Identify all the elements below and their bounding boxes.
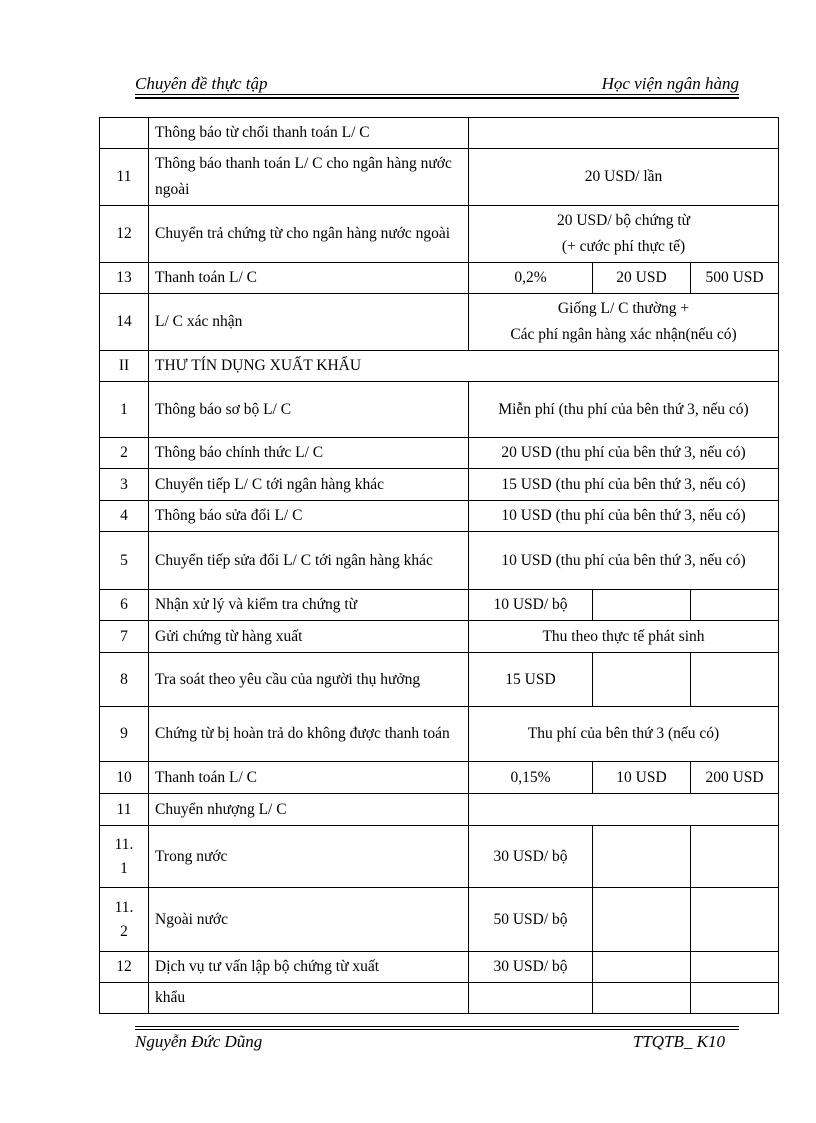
footer-class: TTQTB_ K10	[632, 1032, 725, 1051]
table-row	[100, 532, 779, 590]
row-description: Thông báo sơ bộ L/ C	[149, 382, 469, 438]
row-fee-rate: 0,2%	[469, 263, 593, 294]
row-fee-max	[691, 826, 779, 888]
header-rule-thick	[135, 97, 739, 99]
row-fee-rate: 50 USD/ bộ	[469, 888, 593, 952]
table-row	[100, 621, 779, 653]
row-number: 12	[100, 206, 149, 263]
row-description: Chuyển tiếp sửa đổi L/ C tới ngân hàng khác	[149, 532, 469, 590]
row-description: Chứng từ bị hoàn trả do không được thanh toán	[149, 707, 469, 762]
row-fee-max: 200 USD	[691, 762, 779, 794]
row-description: Dịch vụ tư vấn lập bộ chứng từ xuất	[149, 952, 469, 983]
row-fee-rate: 0,15%	[469, 762, 593, 794]
row-fee-max	[691, 888, 779, 952]
footer-rule-thin	[135, 1029, 739, 1030]
table-row	[100, 983, 779, 1014]
row-number	[100, 118, 149, 149]
row-fee-rate: 10 USD/ bộ	[469, 590, 593, 621]
row-number: 2	[100, 438, 149, 469]
table-row	[100, 707, 779, 762]
row-fee-rate: 15 USD	[469, 653, 593, 707]
page-header	[135, 70, 739, 96]
row-number: 6	[100, 590, 149, 621]
row-fee-max: 500 USD	[691, 263, 779, 294]
table-row	[100, 952, 779, 983]
table-row	[100, 149, 779, 206]
table-row	[100, 762, 779, 794]
row-number: 10	[100, 762, 149, 794]
row-description: Thông báo sửa đổi L/ C	[149, 501, 469, 532]
row-fee	[469, 294, 779, 351]
row-number: 14	[100, 294, 149, 351]
row-fee-min	[593, 590, 691, 621]
table-row	[100, 826, 779, 888]
section-title: THƯ TÍN DỤNG XUẤT KHẨU	[149, 351, 779, 382]
row-fee	[469, 118, 779, 149]
row-description: Thanh toán L/ C	[149, 762, 469, 794]
header-right: Học viện ngân hàng	[601, 74, 739, 93]
row-number: 1	[100, 382, 149, 438]
row-fee-max	[691, 952, 779, 983]
row-number: 9	[100, 707, 149, 762]
fee-table	[99, 117, 779, 1014]
row-fee: 20 USD (thu phí của bên thứ 3, nếu có)	[469, 438, 779, 469]
row-number: 11. 1	[100, 826, 149, 888]
table-row	[100, 794, 779, 826]
row-number: 5	[100, 532, 149, 590]
row-description: Tra soát theo yêu cầu của người thụ hưởng	[149, 653, 469, 707]
row-fee: Thu theo thực tế phát sinh	[469, 621, 779, 653]
fee-line-2: Các phí ngân hàng xác nhận(nếu có)	[510, 326, 737, 343]
row-number: 3	[100, 469, 149, 501]
row-fee-min	[593, 888, 691, 952]
row-description: Trong nước	[149, 826, 469, 888]
row-number: 4	[100, 501, 149, 532]
row-number: 7	[100, 621, 149, 653]
row-description: Gửi chứng từ hàng xuất	[149, 621, 469, 653]
table-row	[100, 438, 779, 469]
row-description: Thanh toán L/ C	[149, 263, 469, 294]
row-number	[100, 983, 149, 1014]
table-row	[100, 888, 779, 952]
table-row	[100, 501, 779, 532]
row-description: Chuyển trả chứng từ cho ngân hàng nước ngoài	[149, 206, 469, 263]
row-description: Nhận xử lý và kiểm tra chứng từ	[149, 590, 469, 621]
page-footer	[135, 1026, 739, 1056]
header-left: Chuyên đề thực tập	[135, 74, 268, 93]
section-number: II	[100, 351, 149, 382]
row-description: Thông báo từ chối thanh toán L/ C	[149, 118, 469, 149]
row-fee: 15 USD (thu phí của bên thứ 3, nếu có)	[469, 469, 779, 501]
table-row	[100, 469, 779, 501]
table-row	[100, 294, 779, 351]
table-row	[100, 118, 779, 149]
row-fee-rate: 30 USD/ bộ	[469, 826, 593, 888]
row-number: 11	[100, 149, 149, 206]
row-fee-min	[593, 826, 691, 888]
row-fee: Miễn phí (thu phí của bên thứ 3, nếu có)	[469, 382, 779, 438]
fee-line-1: 20 USD/ bộ chứng từ	[556, 212, 691, 229]
row-fee: 10 USD (thu phí của bên thứ 3, nếu có)	[469, 532, 779, 590]
table-row	[100, 206, 779, 263]
section-row	[100, 351, 779, 382]
row-description: khẩu	[149, 983, 469, 1014]
row-fee-max	[691, 590, 779, 621]
row-description: Ngoài nước	[149, 888, 469, 952]
row-fee-max	[691, 653, 779, 707]
footer-author: Nguyễn Đức Dũng	[135, 1032, 263, 1051]
table-row	[100, 653, 779, 707]
row-fee	[469, 794, 779, 826]
row-fee-min: 10 USD	[593, 762, 691, 794]
row-description: Chuyển nhượng L/ C	[149, 794, 469, 826]
row-fee-min: 20 USD	[593, 263, 691, 294]
row-fee-rate	[469, 983, 593, 1014]
fee-line-2: (+ cước phí thực tế)	[561, 238, 686, 255]
row-description: Thông báo thanh toán L/ C cho ngân hàng nước ngoài	[149, 149, 469, 206]
row-fee	[469, 206, 779, 263]
row-fee-rate: 30 USD/ bộ	[469, 952, 593, 983]
row-number: 12	[100, 952, 149, 983]
row-description: Chuyển tiếp L/ C tới ngân hàng khác	[149, 469, 469, 501]
table-row	[100, 382, 779, 438]
table-row	[100, 263, 779, 294]
row-number: 13	[100, 263, 149, 294]
fee-line-1: Giống L/ C thường +	[557, 300, 690, 317]
header-rule	[135, 94, 739, 95]
row-description: L/ C xác nhận	[149, 294, 469, 351]
row-number: 8	[100, 653, 149, 707]
row-number: 11. 2	[100, 888, 149, 952]
row-fee: Thu phí của bên thứ 3 (nếu có)	[469, 707, 779, 762]
row-fee-max	[691, 983, 779, 1014]
row-description: Thông báo chính thức L/ C	[149, 438, 469, 469]
row-fee-min	[593, 952, 691, 983]
table-row	[100, 590, 779, 621]
footer-rule	[135, 1026, 739, 1027]
row-number: 11	[100, 794, 149, 826]
row-fee: 10 USD (thu phí của bên thứ 3, nếu có)	[469, 501, 779, 532]
row-fee-min	[593, 983, 691, 1014]
row-fee: 20 USD/ lần	[469, 149, 779, 206]
row-fee-min	[593, 653, 691, 707]
